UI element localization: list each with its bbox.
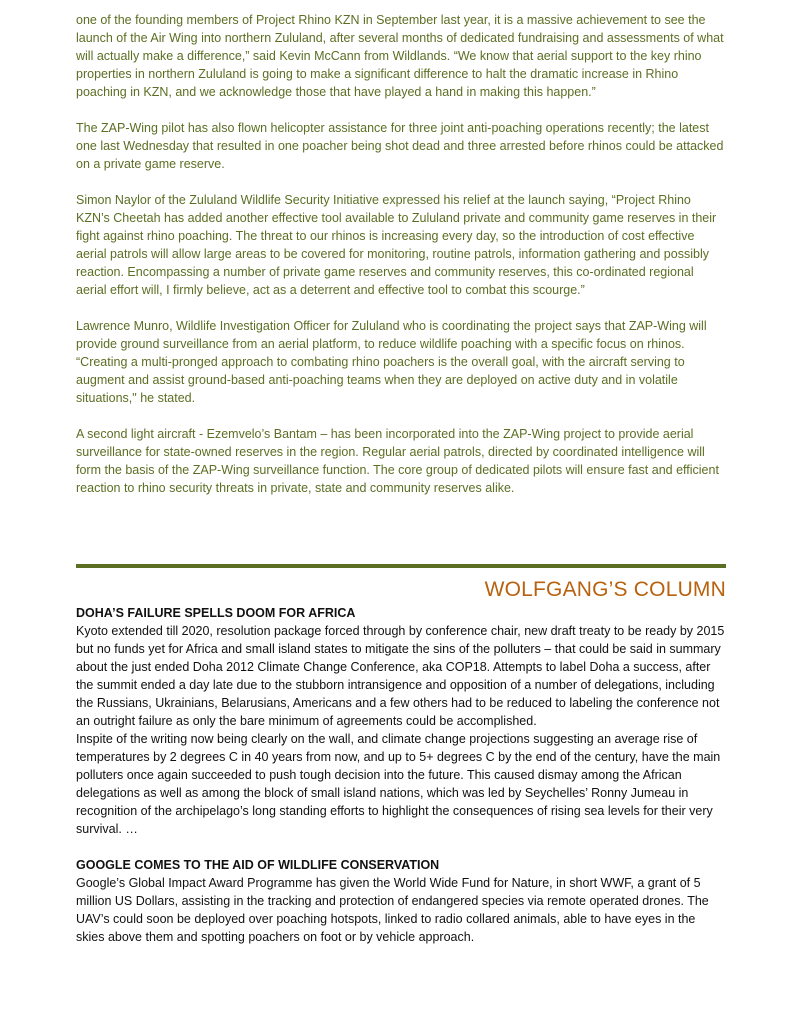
story-heading: DOHA’S FAILURE SPELLS DOOM FOR AFRICA xyxy=(76,606,356,620)
column-title: WOLFGANG’S COLUMN xyxy=(484,578,726,601)
story-paragraph: Kyoto extended till 2020, resolution package forced through by conference chair, new draft treaty to be ready by 2015 but no funds yet for Africa and small island states to mitigate the sins of the polluters – that could be said in summary about the just ended Doha 2012 Climate Change Conference, aka COP18. Attempts to label Doha a success, after the summit ended a day late due to the stubborn intransigence and opposition of a number of delegations, including the Russians, Ukrainians, Belarusians, Americans and a few others had to be reduced to labeling the conference not an outright failure as only the bare minimum of agreements could be accomplished. xyxy=(76,624,725,728)
story-paragraph: Inspite of the writing now being clearly on the wall, and climate change projections suggesting an average rise of temperatures by 2 degrees C in 40 years from now, and up to 5+ degrees C by the end of the century, have the main polluters once again succeeded to push tough decision into the future. This caused dismay among the African delegations as well as among the block of small island nations, which was led by Seychelles’ Ronny Jumeau in recognition of the archipelago’s long standing efforts to highlight the consequences of rising sea levels for their very survival. … xyxy=(76,732,721,836)
story-heading: GOOGLE COMES TO THE AID OF WILDLIFE CONSERVATION xyxy=(76,858,440,872)
wolfgangs-column xyxy=(76,604,726,946)
article-paragraph: Simon Naylor of the Zululand Wildlife Security Initiative expressed his relief at the launch saying, “Project Rhino KZN’s Cheetah has added another effective tool available to Zululand private and community game reserves in their fight against rhino poaching. The threat to our rhinos is increasing every day, so the introduction of cost effective aerial patrols will allow large areas to be covered for monitoring, routine patrols, information gathering and possibly reaction. Encompassing a number of private game reserves and community reserves, this co-ordinated regional aerial effort will, I firmly believe, act as a deterrent and effective tool to combat this scourge.” xyxy=(76,193,717,297)
article-paragraph: A second light aircraft - Ezemvelo’s Bantam – has been incorporated into the ZAP-Wing project to provide aerial surveillance for state-owned reserves in the region. Regular aerial patrols, directed by coordinated intelligence will form the basis of the ZAP-Wing surveillance function. The core group of dedicated pilots will ensure fast and efficient reaction to rhino security threats in private, state and community reserves alike. xyxy=(76,427,719,495)
article-paragraph: Lawrence Munro, Wildlife Investigation Officer for Zululand who is coordinating the project says that ZAP-Wing will provide ground surveillance from an aerial platform, to reduce wildlife poaching with a specific focus on rhinos. “Creating a multi-pronged approach to combating rhino poachers is the overall goal, with the aircraft serving to augment and assist ground-based anti-poaching teams when they are deployed on active duty and in volatile situations," he stated. xyxy=(76,319,707,405)
article-paragraph: one of the founding members of Project Rhino KZN in September last year, it is a massive achievement to see the launch of the Air Wing into northern Zululand, after several months of dedicated fundraising and assessments of what will actually make a difference,” said Kevin McCann from Wildlands. “We know that aerial support to the key rhino properties in northern Zululand is going to make a significant difference to halt the dramatic increase in Rhino poaching in KZN, and we acknowledge those that have played a hand in making this happen.” xyxy=(76,13,724,99)
section-divider xyxy=(76,564,726,568)
rhino-article xyxy=(76,11,726,497)
story-paragraph: Google’s Global Impact Award Programme has given the World Wide Fund for Nature, in short WWF, a grant of 5 million US Dollars, assisting in the tracking and protection of endangered species via remote operated drones. The UAV’s could soon be deployed over poaching hotspots, linked to radio collared animals, able to have eyes in the skies above them and spotting poachers on foot or by vehicle approach. xyxy=(76,876,709,944)
article-paragraph: The ZAP-Wing pilot has also flown helicopter assistance for three joint anti-poaching operations recently; the latest one last Wednesday that resulted in one poacher being shot dead and three arrested before rhinos could be attacked on a private game reserve. xyxy=(76,121,724,171)
